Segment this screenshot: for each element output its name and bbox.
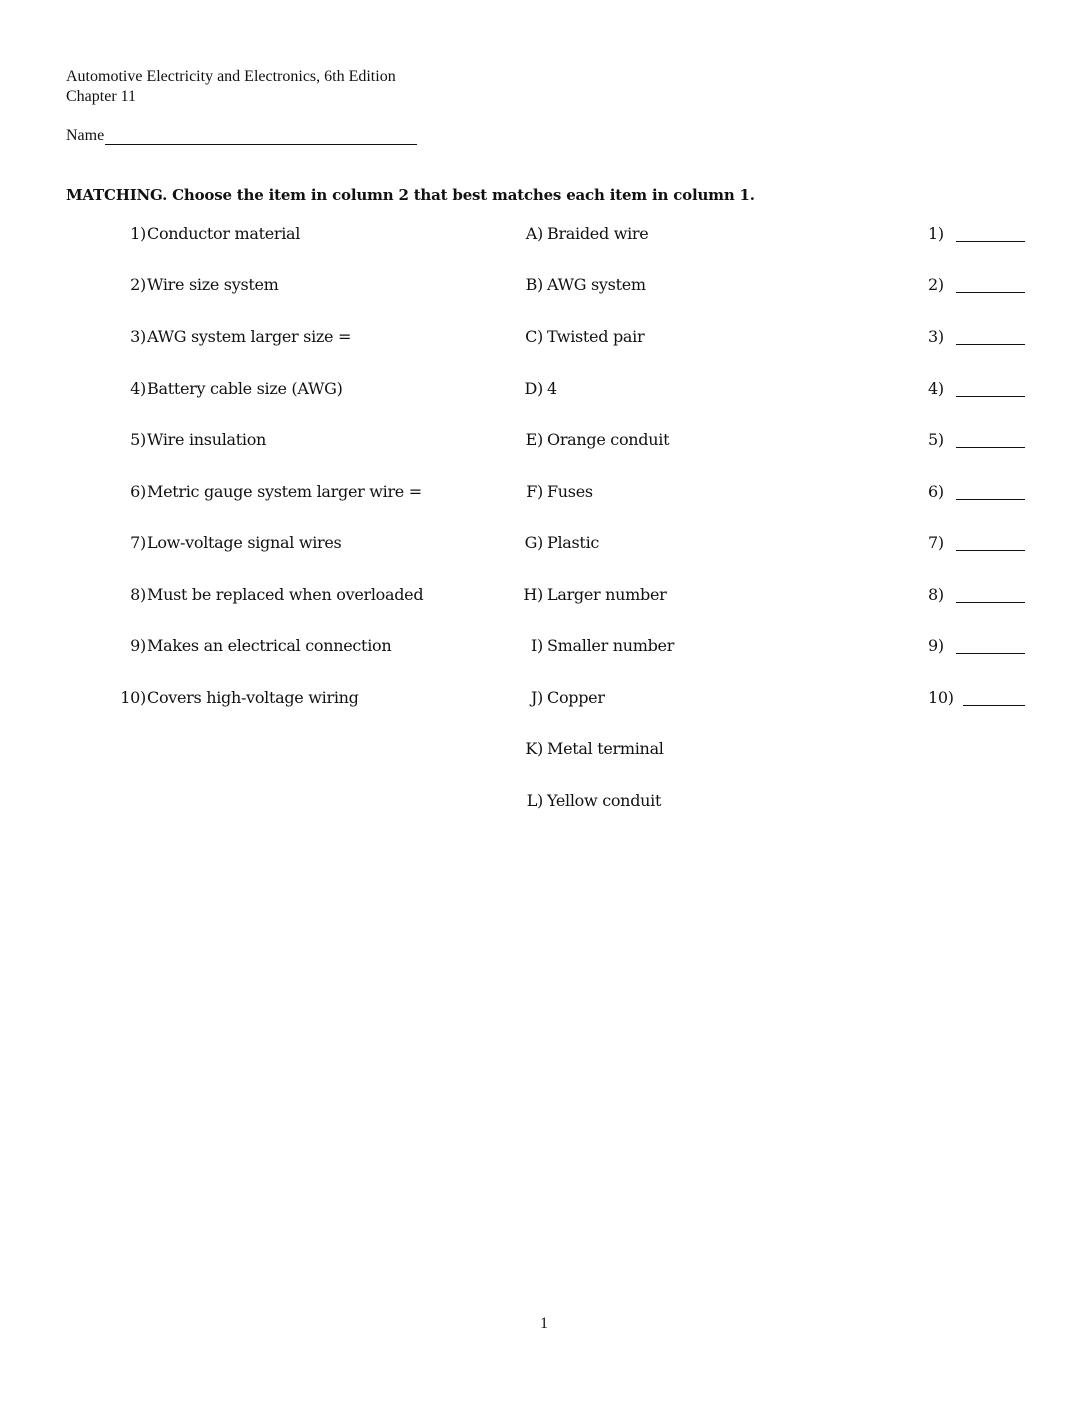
choice-letter: K) <box>525 739 543 758</box>
chapter-label: Chapter 11 <box>66 88 137 105</box>
term-text: Makes an electrical connection <box>147 636 392 655</box>
term-text: Must be replaced when overloaded <box>147 585 424 604</box>
choice-text: Twisted pair <box>547 327 645 346</box>
matching-row <box>0 273 1088 297</box>
term-text: Low-voltage signal wires <box>147 533 342 552</box>
instructions: MATCHING. Choose the item in column 2 that best matches each item in column 1. <box>66 186 755 204</box>
answer-blank[interactable] <box>956 292 1025 293</box>
choice-text: Fuses <box>547 482 593 501</box>
matching-row <box>0 480 1088 504</box>
term-text: Conductor material <box>147 224 301 243</box>
answer-blank[interactable] <box>956 653 1025 654</box>
term-text: Battery cable size (AWG) <box>147 379 343 398</box>
answer-number: 9) <box>928 636 944 655</box>
choice-text: Metal terminal <box>547 739 664 758</box>
choice-letter: C) <box>525 327 543 346</box>
answer-number: 5) <box>928 430 944 449</box>
choice-letter: B) <box>525 275 543 294</box>
name-label: Name <box>66 127 105 144</box>
choice-letter: E) <box>525 430 543 449</box>
choice-text: Orange conduit <box>547 430 670 449</box>
answer-blank[interactable] <box>956 602 1025 603</box>
name-blank[interactable] <box>105 127 417 145</box>
term-text: Wire size system <box>147 275 279 294</box>
answer-number: 1) <box>928 224 944 243</box>
answer-number: 3) <box>928 327 944 346</box>
term-number: 7) <box>130 533 146 552</box>
page-number: 1 <box>540 1315 548 1332</box>
choice-letter: D) <box>524 379 543 398</box>
choice-text: Larger number <box>547 585 667 604</box>
choice-letter: A) <box>525 224 543 243</box>
choice-text: 4 <box>547 379 557 398</box>
answer-number: 6) <box>928 482 944 501</box>
matching-row <box>0 531 1088 555</box>
answer-number: 4) <box>928 379 944 398</box>
term-number: 10) <box>120 688 146 707</box>
name-field <box>66 126 417 145</box>
choice-letter: L) <box>526 791 543 810</box>
choice-letter: G) <box>524 533 543 552</box>
choice-letter: J) <box>530 688 543 707</box>
choice-text: AWG system <box>547 275 646 294</box>
choice-text: Copper <box>547 688 605 707</box>
term-text: Metric gauge system larger wire = <box>147 482 422 501</box>
term-number: 8) <box>130 585 146 604</box>
answer-blank[interactable] <box>956 344 1025 345</box>
term-number: 6) <box>130 482 146 501</box>
matching-row <box>0 686 1088 710</box>
matching-row <box>0 222 1088 246</box>
term-number: 3) <box>130 327 146 346</box>
term-text: Wire insulation <box>147 430 267 449</box>
choice-letter: F) <box>526 482 543 501</box>
term-number: 9) <box>130 636 146 655</box>
matching-row <box>0 325 1088 349</box>
book-title: Automotive Electricity and Electronics, 6th Edition <box>66 68 396 85</box>
choice-text: Smaller number <box>547 636 675 655</box>
choice-text: Plastic <box>547 533 600 552</box>
answer-blank[interactable] <box>956 241 1025 242</box>
matching-row <box>0 737 1088 761</box>
answer-number: 8) <box>928 585 944 604</box>
choice-text: Braided wire <box>547 224 649 243</box>
choice-letter: I) <box>531 636 543 655</box>
term-text: AWG system larger size = <box>147 327 352 346</box>
choice-letter: H) <box>523 585 543 604</box>
matching-row <box>0 789 1088 813</box>
matching-row <box>0 377 1088 401</box>
term-text: Covers high-voltage wiring <box>147 688 359 707</box>
answer-number: 2) <box>928 275 944 294</box>
answer-number: 7) <box>928 533 944 552</box>
answer-number: 10) <box>928 688 954 707</box>
answer-blank[interactable] <box>963 705 1025 706</box>
term-number: 4) <box>130 379 146 398</box>
answer-blank[interactable] <box>956 499 1025 500</box>
term-number: 5) <box>130 430 146 449</box>
matching-row <box>0 428 1088 452</box>
term-number: 1) <box>130 224 146 243</box>
answer-blank[interactable] <box>956 447 1025 448</box>
term-number: 2) <box>130 275 146 294</box>
answer-blank[interactable] <box>956 550 1025 551</box>
choice-text: Yellow conduit <box>547 791 662 810</box>
matching-row <box>0 634 1088 658</box>
matching-row <box>0 583 1088 607</box>
answer-blank[interactable] <box>956 396 1025 397</box>
